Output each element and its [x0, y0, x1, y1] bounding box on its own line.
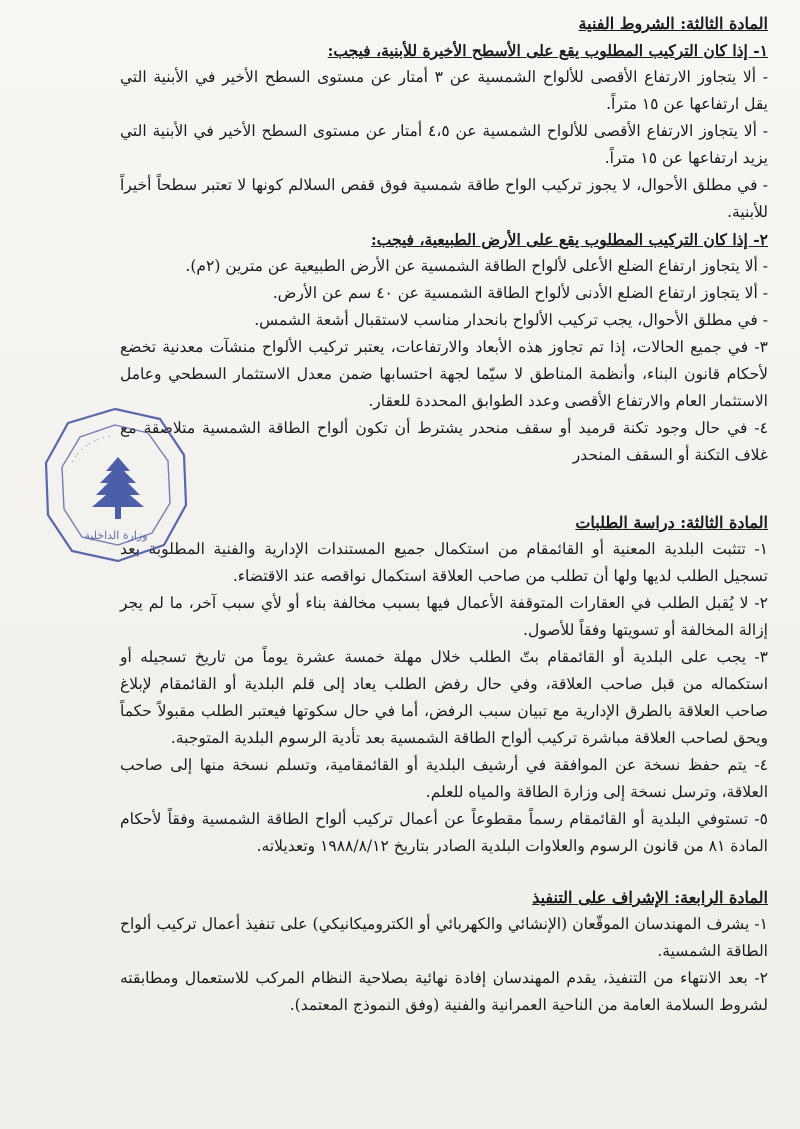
ground-rule: - في مطلق الأحوال، يجب تركيب الألواح بانحدار مناسب لاستقبال أشعة الشمس. — [254, 311, 768, 329]
article3-study-heading: المادة الثالثة: دراسة الطلبات — [575, 513, 768, 532]
official-stamp — [40, 405, 190, 565]
article3-technical-heading: المادة الثالثة: الشروط الفنية — [578, 14, 768, 33]
rooftop-rule: - ألا يتجاوز الارتفاع الأقصى للألواح الشمسية عن ٣ أمتار عن مستوى السطح الأخير في الأبنية التي يقل ارتفاعها عن ١٥ متراً. — [120, 68, 768, 113]
study-clause: ٤- يتم حفظ نسخة عن الموافقة في أرشيف البلدية أو القائمقامية، وتسلم نسخة منها إلى صاحب العلاقة، وترسل نسخة إلى وزارة الطاقة والمياه للعلم. — [120, 756, 768, 801]
dimension-exceed-clause: ٣- في جميع الحالات، إذا تم تجاوز هذه الأبعاد والارتفاعات، يعتبر تركيب الألواح منشآت معدنية تخضع لأحكام قانون البناء، وأنظمة المناطق لا سيّما لجهة احتسابها ضمن معدل الاستثمار السطحي وعامل الاستثمار العام والارتفاع الأقصى وعدد الطوابق المحددة للعقار. — [120, 338, 768, 410]
rooftop-rule: - ألا يتجاوز الارتفاع الأقصى للألواح الشمسية عن ٤،٥ أمتار عن مستوى السطح الأخير في الأبنية التي يزيد ارتفاعها عن ١٥ متراً. — [120, 122, 768, 167]
study-clause: ١- تتثبت البلدية المعنية أو القائمقام من استكمال جميع المستندات الإدارية والفنية المطلوبة بعد تسجيل الطلب لديها ولها أن تطلب من صاحب العلاقة استكمال نواقصه عند الاقتضاء. — [120, 540, 768, 585]
ground-rule: - ألا يتجاوز ارتفاع الضلع الأعلى لألواح الطاقة الشمسية عن الأرض الطبيعية عن مترين (٢م). — [185, 257, 768, 275]
rooftop-subheading: ١- إذا كان التركيب المطلوب يقع على الأسطح الأخيرة للأبنية، فيجب: — [327, 41, 768, 60]
tile-roof-clause: ٤- في حال وجود تكنة قرميد أو سقف منحدر يشترط أن تكون ألواح الطاقة الشمسية متلاصقة مع غلاف التكنة أو السقف المنحدر — [120, 419, 768, 464]
study-clause: ٥- تستوفي البلدية أو القائمقام رسماً مقطوعاً عن أعمال تركيب ألواح الطاقة الشمسية وفقاً لأحكام المادة ٨١ من قانون الرسوم والعلاوات البلدية الصادر بتاريخ ١٩٨٨/٨/١٢ وتعديلاته. — [120, 810, 768, 855]
stamp-seal — [40, 405, 190, 565]
svg-text:· ·· · ·· ·· · ·: · ·· · ·· ·· · · — [68, 432, 112, 466]
supervision-clause: ٢- بعد الانتهاء من التنفيذ، يقدم المهندسان إفادة نهائية بصلاحية النظام المركب للاستعمال ومطابقته لشروط السلامة العامة من الناحية العمرانية والفنية (وفق النموذج المعتمد). — [120, 969, 768, 1014]
supervision-clause: ١- يشرف المهندسان الموقّعان (الإنشائي والكهربائي أو الكتروميكانيكي) على تنفيذ أعمال تركيب ألواح الطاقة الشمسية. — [120, 915, 768, 960]
cedar-icon — [92, 457, 144, 519]
stamp-ministry-text: وزارة الداخلية — [84, 529, 148, 542]
study-clause: ٢- لا يُقبل الطلب في العقارات المتوقفة الأعمال فيها بسبب مخالفة بناء أو لأي سبب آخر، ما لم يجر إزالة المخالفة أو تسويتها وفقاً للأصول. — [120, 594, 768, 639]
ground-rule: - ألا يتجاوز ارتفاع الضلع الأدنى لألواح الطاقة الشمسية عن ٤٠ سم عن الأرض. — [272, 284, 768, 302]
document-body — [120, 10, 768, 1019]
study-clause: ٣- يجب على البلدية أو القائمقام بتّ الطلب خلال مهلة خمسة عشرة يوماً من تاريخ تسجيله أو استكماله من قبل صاحب العلاقة، وفي حال رفض الطلب يعاد إلى قلم البلدية أو القائمقام لإبلاغ صاحب العلاقة بالطرق الإدارية مع تبيان سبب الرفض، أما في حال سكوتها فيعتبر الطلب مقبولاً حكماً ويحق لصاحب العلاقة مباشرة تركيب ألواح الطاقة الشمسية بعد تأدية الرسوم البلدية المتوجبة. — [120, 648, 768, 747]
rooftop-rule: - في مطلق الأحوال، لا يجوز تركيب الواح طاقة شمسية فوق قفص السلالم كونها لا تعتبر سطحاً أخيراً للأبنية. — [120, 176, 768, 221]
ground-subheading: ٢- إذا كان التركيب المطلوب يقع على الأرض الطبيعية، فيجب: — [371, 230, 768, 249]
article4-heading: المادة الرابعة: الإشراف على التنفيذ — [532, 888, 768, 907]
